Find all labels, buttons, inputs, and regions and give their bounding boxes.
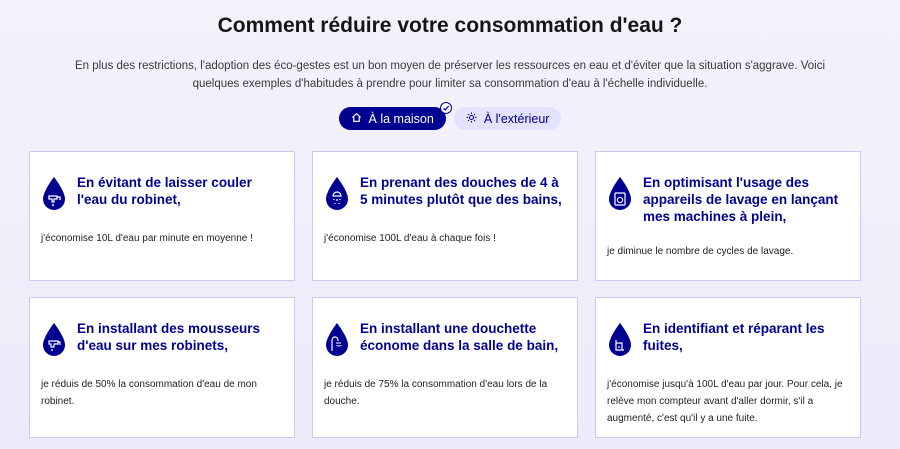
card-shower <box>312 151 578 281</box>
card-text: je diminue le nombre de cycles de lavage. <box>607 246 794 257</box>
card-text: je réduis de 75% la consommation d'eau lors de la douche. <box>324 379 548 407</box>
tab-outdoor[interactable] <box>454 107 562 130</box>
intro-text: En plus des restrictions, l'adoption des éco-gestes est un bon moyen de préserver les ressources en eau et d'éviter que la situation s'aggrave. Voici quelques exemples d'habitudes à prendre pour limiter sa consommation d'eau à l'échelle individuelle. <box>74 60 826 90</box>
card-title: En installant des mousseurs d'eau sur mes robinets, <box>77 321 261 353</box>
check-icon <box>440 102 452 114</box>
sun-icon <box>466 112 477 126</box>
card-leak <box>595 297 861 438</box>
tab-home[interactable] <box>339 107 446 130</box>
card-text: j'économise 100L d'eau à chaque fois ! <box>324 233 496 244</box>
aerator-drop-icon <box>41 322 67 358</box>
tab-bar <box>0 107 900 130</box>
card-title: En identifiant et réparant les fuites, <box>643 321 825 353</box>
card-aerator <box>29 297 295 438</box>
card-title: En installant une douchette économe dans la salle de bain, <box>360 321 559 353</box>
shower-drop-icon <box>324 176 350 212</box>
shower-head-drop-icon <box>324 322 350 358</box>
leak-drop-icon <box>607 322 633 358</box>
card-title: En optimisant l'usage des appareils de lavage en lançant mes machines à plein, <box>643 175 839 224</box>
card-text: je réduis de 50% la consommation d'eau de mon robinet. <box>41 379 257 407</box>
card-text: j'économise jusqu'à 100L d'eau par jour. Pour cela, je relève mon compteur avant d'aller dormir, s'il a augmenté, c'est qu'il y a une fuite. <box>607 379 843 424</box>
faucet-drop-icon <box>41 176 67 212</box>
card-washing <box>595 151 861 281</box>
eco-gestures-grid <box>29 151 861 438</box>
card-text: j'économise 10L d'eau par minute en moyenne ! <box>41 233 253 244</box>
home-icon <box>351 112 362 126</box>
card-title: En évitant de laisser couler l'eau du robinet, <box>77 175 252 207</box>
card-faucet <box>29 151 295 281</box>
tab-outdoor-label: À l'extérieur <box>483 111 550 126</box>
card-title: En prenant des douches de 4 à 5 minutes plutôt que des bains, <box>360 175 562 207</box>
page-title: Comment réduire votre consommation d'eau ? <box>217 14 683 37</box>
tab-home-label: À la maison <box>368 111 434 126</box>
washing-machine-drop-icon <box>607 176 633 212</box>
card-shower-head <box>312 297 578 438</box>
